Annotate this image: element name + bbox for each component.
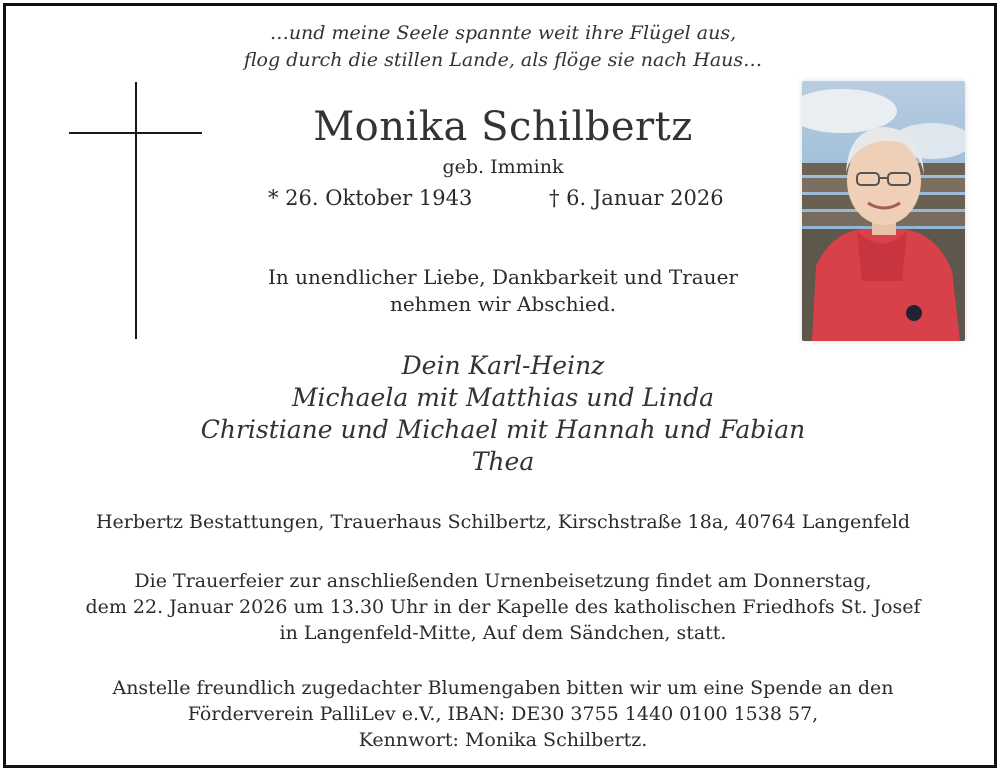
farewell-line-2: nehmen wir Abschied.: [389, 292, 617, 316]
birth-name: geb. Immink: [442, 156, 564, 178]
portrait-illustration: [802, 81, 965, 341]
funeral-notice-line: Die Trauerfeier zur anschließenden Urnenbeisetzung findet am Donnerstag,: [134, 570, 872, 592]
obituary-frame: [3, 3, 997, 768]
funeral-notice-line: dem 22. Januar 2026 um 13.30 Uhr in der Kapelle des katholischen Friedhofs St. Josef: [85, 596, 921, 618]
death-date: † 6. Januar 2026: [549, 186, 724, 210]
mourners-list: [6, 350, 1000, 478]
mourning-house-address: Herbertz Bestattungen, Trauerhaus Schilbertz, Kirschstraße 18a, 40764 Langenfeld: [95, 511, 911, 533]
mourner-line: Dein Karl-Heinz: [401, 351, 605, 380]
donation-line: Anstelle freundlich zugedachter Blumengaben bitten wir um eine Spende an den: [112, 677, 894, 699]
donation-line: Kennwort: Monika Schilbertz.: [358, 729, 648, 751]
birth-date: * 26. Oktober 1943: [268, 186, 473, 210]
motto-line-2: flog durch die stillen Lande, als flöge sie nach Haus…: [243, 49, 763, 71]
mourner-line: Michaela mit Matthias und Linda: [291, 383, 715, 412]
mourner-line: Christiane und Michael mit Hannah und Fabian: [200, 415, 806, 444]
mourner-line: Thea: [471, 447, 535, 476]
funeral-notice-line: in Langenfeld-Mitte, Auf dem Sändchen, statt.: [279, 622, 727, 644]
farewell-line-1: In unendlicher Liebe, Dankbarkeit und Trauer: [268, 265, 738, 289]
motto-line-1: …und meine Seele spannte weit ihre Flügel aus,: [269, 22, 737, 44]
motto: [6, 20, 1000, 74]
donation-line: Förderverein PalliLev e.V., IBAN: DE30 3755 1440 0100 1538 57,: [187, 703, 819, 725]
deceased-name: Monika Schilbertz: [313, 104, 693, 150]
donation-notice: [6, 675, 1000, 753]
funeral-notice: [6, 568, 1000, 646]
portrait-photo: [802, 81, 965, 341]
